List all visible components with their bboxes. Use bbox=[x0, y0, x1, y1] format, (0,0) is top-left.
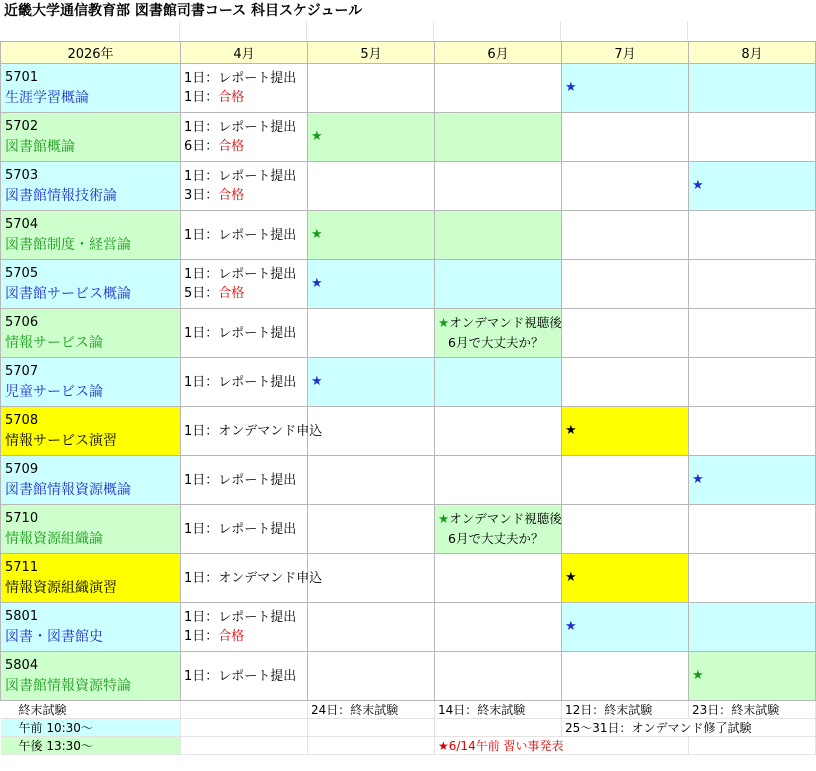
april-cell bbox=[181, 309, 308, 358]
header-row bbox=[1, 42, 816, 64]
april-line-2: 6日：合格 bbox=[184, 139, 245, 154]
may-cell bbox=[308, 309, 435, 358]
exam-star-icon: ★ bbox=[438, 315, 450, 330]
jun-cell bbox=[435, 456, 562, 505]
aug-cell bbox=[689, 162, 816, 211]
course-row-5701 bbox=[1, 64, 816, 113]
april-cell bbox=[181, 358, 308, 407]
aug-cell bbox=[689, 407, 816, 456]
aug-cell bbox=[689, 211, 816, 260]
may-cell bbox=[308, 260, 435, 309]
april-cell bbox=[181, 64, 308, 113]
may-cell bbox=[308, 211, 435, 260]
aug-cell bbox=[689, 113, 816, 162]
ondemand-note-question: 6月で大丈夫か？ bbox=[448, 335, 544, 350]
jun-cell bbox=[435, 211, 562, 260]
month-header-jul: 7月 bbox=[562, 42, 689, 64]
exam-star-icon: ★ bbox=[692, 668, 704, 683]
ondemand-note: ★オンデマンド視聴後 bbox=[438, 315, 562, 330]
april-cell bbox=[181, 260, 308, 309]
course-name: 情報サービス論 bbox=[5, 335, 103, 351]
course-code: 5706 bbox=[5, 315, 39, 330]
aug-cell bbox=[689, 309, 816, 358]
may-cell bbox=[308, 64, 435, 113]
aug-cell bbox=[689, 456, 816, 505]
jul-cell bbox=[562, 505, 689, 554]
month-header-apr: 4月 bbox=[181, 42, 308, 64]
ondemand-note: ★オンデマンド視聴後 bbox=[438, 511, 562, 526]
jun-cell bbox=[435, 407, 562, 456]
may-cell bbox=[308, 456, 435, 505]
course-name: 図書館情報資源特論 bbox=[5, 678, 131, 694]
schedule-table bbox=[0, 41, 816, 755]
course-name: 図書館情報技術論 bbox=[5, 188, 117, 204]
april-line-1: 1日：レポート提出 bbox=[184, 227, 297, 243]
april-line-2: 5日：合格 bbox=[184, 286, 245, 301]
course-cell bbox=[1, 260, 181, 309]
course-name: 図書・図書館史 bbox=[5, 629, 103, 645]
course-cell bbox=[1, 113, 181, 162]
may-cell bbox=[308, 603, 435, 652]
course-cell bbox=[1, 554, 181, 603]
course-row-5709 bbox=[1, 456, 816, 505]
jun-cell bbox=[435, 505, 562, 554]
jun-cell bbox=[435, 358, 562, 407]
course-cell bbox=[1, 162, 181, 211]
course-cell bbox=[1, 309, 181, 358]
april-line-1: 1日：レポート提出 bbox=[184, 169, 297, 184]
jul-cell bbox=[562, 407, 689, 456]
exam-star-icon: ★ bbox=[565, 619, 577, 634]
course-cell bbox=[1, 211, 181, 260]
jul-exam-date: 12日：終末試験 bbox=[562, 701, 689, 719]
course-name: 図書館概論 bbox=[5, 139, 75, 155]
april-line-1: 1日：レポート提出 bbox=[184, 120, 297, 135]
pass-label: 合格 bbox=[218, 90, 245, 105]
course-cell bbox=[1, 358, 181, 407]
exam-star-icon: ★ bbox=[438, 511, 450, 526]
exam-star-icon: ★ bbox=[311, 227, 323, 242]
course-cell bbox=[1, 456, 181, 505]
pass-label: 合格 bbox=[218, 188, 245, 203]
pass-label: 合格 bbox=[218, 286, 245, 301]
course-cell bbox=[1, 505, 181, 554]
footer-row-morning bbox=[1, 719, 816, 737]
course-code: 5702 bbox=[5, 119, 39, 134]
course-row-5703 bbox=[1, 162, 816, 211]
pass-label: 合格 bbox=[218, 139, 245, 154]
jul-cell bbox=[562, 260, 689, 309]
may-cell bbox=[308, 505, 435, 554]
course-name: 児童サービス論 bbox=[5, 384, 103, 400]
course-cell bbox=[1, 407, 181, 456]
course-code: 5705 bbox=[5, 266, 39, 281]
aug-cell bbox=[689, 358, 816, 407]
ondemand-note-question: 6月で大丈夫か？ bbox=[448, 531, 544, 546]
exam-star-icon: ★ bbox=[565, 423, 577, 438]
course-code: 5708 bbox=[5, 413, 39, 428]
april-cell bbox=[181, 162, 308, 211]
course-name: 図書館サービス概論 bbox=[5, 286, 131, 302]
exam-star-icon: ★ bbox=[692, 178, 704, 193]
course-code: 5711 bbox=[5, 560, 39, 575]
course-code: 5709 bbox=[5, 462, 39, 477]
exam-star-icon: ★ bbox=[565, 80, 577, 95]
year-header: 2026年 bbox=[1, 42, 181, 64]
course-code: 5710 bbox=[5, 511, 39, 526]
jul-cell bbox=[562, 652, 689, 701]
aug-cell bbox=[689, 260, 816, 309]
april-line-2: 1日：合格 bbox=[184, 629, 245, 644]
jun-cell bbox=[435, 554, 562, 603]
aug-cell bbox=[689, 603, 816, 652]
may-cell bbox=[308, 113, 435, 162]
aug-cell bbox=[689, 652, 816, 701]
course-code: 5707 bbox=[5, 364, 39, 379]
april-line-1: 1日：オンデマンド申込 bbox=[184, 570, 323, 586]
april-line-1: 1日：レポート提出 bbox=[184, 668, 297, 684]
jun-cell bbox=[435, 113, 562, 162]
jun-cell bbox=[435, 603, 562, 652]
course-row-5804 bbox=[1, 652, 816, 701]
announcement: ★6/14午前 習い事発表 bbox=[435, 737, 689, 755]
course-name: 情報資源組織演習 bbox=[5, 580, 117, 596]
course-code: 5801 bbox=[5, 609, 39, 624]
april-line-1: 1日：レポート提出 bbox=[184, 610, 297, 625]
may-cell bbox=[308, 162, 435, 211]
april-line-1: 1日：レポート提出 bbox=[184, 267, 297, 282]
course-row-5702 bbox=[1, 113, 816, 162]
course-row-5706 bbox=[1, 309, 816, 358]
course-cell bbox=[1, 64, 181, 113]
blank-row bbox=[0, 22, 815, 41]
april-cell bbox=[181, 113, 308, 162]
course-code: 5701 bbox=[5, 70, 39, 85]
may-cell bbox=[308, 407, 435, 456]
aug-cell bbox=[689, 505, 816, 554]
footer-row-exam bbox=[1, 701, 816, 719]
course-name: 図書館制度・経営論 bbox=[5, 237, 131, 253]
course-row-5710 bbox=[1, 505, 816, 554]
course-row-5705 bbox=[1, 260, 816, 309]
course-code: 5704 bbox=[5, 217, 39, 232]
course-name: 情報サービス演習 bbox=[5, 433, 117, 449]
jun-cell bbox=[435, 652, 562, 701]
aug-cell bbox=[689, 64, 816, 113]
april-cell bbox=[181, 407, 323, 456]
month-header-jun: 6月 bbox=[435, 42, 562, 64]
course-name: 生涯学習概論 bbox=[5, 90, 89, 106]
course-name: 情報資源組織論 bbox=[5, 531, 103, 547]
course-code: 5703 bbox=[5, 168, 39, 183]
jul-cell bbox=[562, 113, 689, 162]
exam-label: 終末試験 bbox=[1, 701, 181, 719]
morning-legend: 午前 10:30～ bbox=[1, 719, 181, 737]
afternoon-legend: 午後 13:30～ bbox=[1, 737, 181, 755]
jul-cell bbox=[562, 309, 689, 358]
course-row-5707 bbox=[1, 358, 816, 407]
month-header-aug: 8月 bbox=[689, 42, 816, 64]
course-row-5711 bbox=[1, 554, 816, 603]
pass-label: 合格 bbox=[218, 629, 245, 644]
april-cell bbox=[181, 211, 308, 260]
april-cell bbox=[181, 554, 323, 603]
april-line-1: 1日：レポート提出 bbox=[184, 374, 297, 390]
april-cell bbox=[181, 505, 308, 554]
jul-cell bbox=[562, 554, 689, 603]
exam-star-icon: ★ bbox=[311, 129, 323, 144]
course-name: 図書館情報資源概論 bbox=[5, 482, 131, 498]
april-line-1: 1日：レポート提出 bbox=[184, 71, 297, 86]
jul-cell bbox=[562, 162, 689, 211]
footer-row-afternoon bbox=[1, 737, 816, 755]
jun-exam-date: 14日：終末試験 bbox=[435, 701, 562, 719]
exam-star-icon: ★ bbox=[311, 276, 323, 291]
jul-cell bbox=[562, 358, 689, 407]
course-row-5704 bbox=[1, 211, 816, 260]
exam-star-icon: ★ bbox=[692, 472, 704, 487]
may-cell bbox=[308, 358, 435, 407]
april-cell bbox=[181, 456, 308, 505]
jun-cell bbox=[435, 64, 562, 113]
exam-star-icon: ★ bbox=[565, 570, 577, 585]
april-line-1: 1日：レポート提出 bbox=[184, 521, 297, 537]
exam-star-icon: ★ bbox=[311, 374, 323, 389]
course-row-5801 bbox=[1, 603, 816, 652]
april-line-2: 3日：合格 bbox=[184, 188, 245, 203]
aug-cell bbox=[689, 554, 816, 603]
jun-cell bbox=[435, 309, 562, 358]
april-line-1: 1日：レポート提出 bbox=[184, 325, 297, 341]
may-cell bbox=[308, 554, 435, 603]
may-exam-date: 24日：終末試験 bbox=[308, 701, 435, 719]
course-cell bbox=[1, 603, 181, 652]
april-cell bbox=[181, 652, 308, 701]
page-title: 近畿大学通信教育部 図書館司書コース 科目スケジュール bbox=[4, 3, 363, 19]
jul-cell bbox=[562, 456, 689, 505]
april-line-1: 1日：レポート提出 bbox=[184, 472, 297, 488]
course-code: 5804 bbox=[5, 658, 39, 673]
jul-cell bbox=[562, 64, 689, 113]
course-cell bbox=[1, 652, 181, 701]
course-row-5708 bbox=[1, 407, 816, 456]
jul-cell bbox=[562, 603, 689, 652]
jun-cell bbox=[435, 260, 562, 309]
may-cell bbox=[308, 652, 435, 701]
april-cell bbox=[181, 603, 308, 652]
april-line-1: 1日：オンデマンド申込 bbox=[184, 423, 323, 439]
jun-cell bbox=[435, 162, 562, 211]
month-header-may: 5月 bbox=[308, 42, 435, 64]
april-line-2: 1日：合格 bbox=[184, 90, 245, 105]
jul-cell bbox=[562, 211, 689, 260]
aug-exam-date: 23日：終末試験 bbox=[689, 701, 816, 719]
ondemand-exam: 25～31日：オンデマンド修了試験 bbox=[562, 719, 816, 737]
